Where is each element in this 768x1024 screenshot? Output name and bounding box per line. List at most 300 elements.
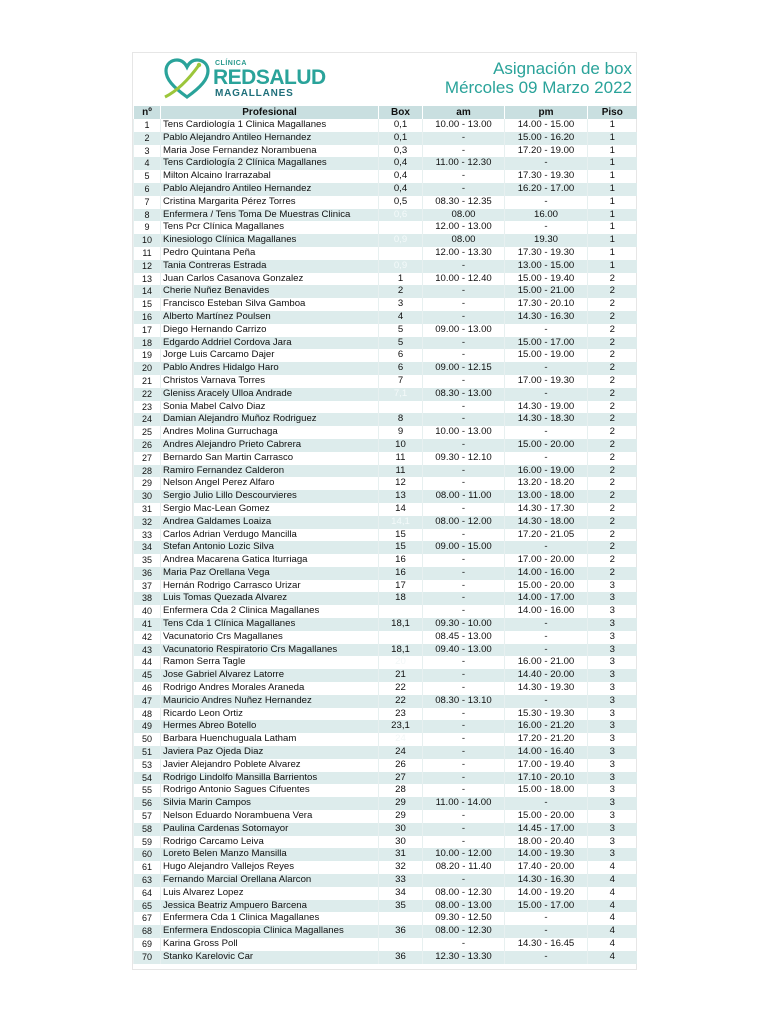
cell-box (379, 631, 423, 644)
cell-am: 12.00 - 13.30 (423, 247, 505, 260)
cell-profesional: Hugo Alejandro Vallejos Reyes (161, 861, 379, 874)
cell-piso: 2 (588, 426, 637, 439)
cell-number: 9 (134, 221, 161, 234)
cell-profesional: Alberto Martínez Poulsen (161, 311, 379, 324)
cell-number: 8 (134, 209, 161, 222)
cell-pm: - (505, 925, 588, 938)
cell-profesional: Christos Varnava Torres (161, 375, 379, 388)
cell-am: - (423, 720, 505, 733)
cell-pm: 14.00 - 17.00 (505, 592, 588, 605)
cell-am: - (423, 580, 505, 593)
cell-piso: 1 (588, 260, 637, 273)
cell-am: 08.30 - 13.10 (423, 695, 505, 708)
cell-pm: 17.20 - 19.00 (505, 145, 588, 158)
cell-box: 4 (379, 311, 423, 324)
cell-pm: 14.30 - 16.30 (505, 311, 588, 324)
cell-pm: - (505, 426, 588, 439)
cell-pm: 14.00 - 16.00 (505, 605, 588, 618)
cell-box: 36 (379, 951, 423, 964)
cell-number: 17 (134, 324, 161, 337)
table-row (134, 503, 637, 516)
sheet-header (133, 53, 636, 105)
cell-am: - (423, 823, 505, 836)
cell-piso: 3 (588, 759, 637, 772)
cell-am: 08.00 (423, 234, 505, 247)
cell-pm: 17.10 - 20.10 (505, 772, 588, 785)
table-row (134, 759, 637, 772)
cell-pm: 14.40 - 20.00 (505, 669, 588, 682)
cell-box: 26 (379, 759, 423, 772)
table-row (134, 388, 637, 401)
cell-piso: 2 (588, 490, 637, 503)
table-row (134, 861, 637, 874)
cell-box: 0,9 (379, 234, 423, 247)
cell-am: - (423, 132, 505, 145)
col-header-number: nº (134, 106, 161, 119)
cell-number: 53 (134, 759, 161, 772)
table-row (134, 836, 637, 849)
cell-profesional: Ramiro Fernandez Calderon (161, 465, 379, 478)
cell-am: - (423, 656, 505, 669)
cell-number: 16 (134, 311, 161, 324)
cell-profesional: Stefan Antonio Lozic Silva (161, 541, 379, 554)
table-row (134, 273, 637, 286)
cell-box: 20 (379, 656, 423, 669)
cell-am: - (423, 746, 505, 759)
table-row (134, 644, 637, 657)
cell-number: 37 (134, 580, 161, 593)
cell-number: 42 (134, 631, 161, 644)
cell-am: - (423, 349, 505, 362)
table-row (134, 311, 637, 324)
cell-piso: 2 (588, 516, 637, 529)
cell-profesional: Rodrigo Antonio Sagues Cifuentes (161, 784, 379, 797)
cell-pm: 16.20 - 17.00 (505, 183, 588, 196)
cell-profesional: Maria Paz Orellana Vega (161, 567, 379, 580)
cell-am: - (423, 529, 505, 542)
cell-piso: 2 (588, 285, 637, 298)
cell-profesional: Stanko Karelovic Car (161, 951, 379, 964)
cell-box: 0,4 (379, 170, 423, 183)
cell-box: 28 (379, 784, 423, 797)
col-header-am: am (423, 106, 505, 119)
cell-box: 21 (379, 669, 423, 682)
cell-number: 12 (134, 260, 161, 273)
cell-piso: 3 (588, 810, 637, 823)
cell-pm: 16.00 - 21.00 (505, 656, 588, 669)
cell-pm: 14.30 - 16.45 (505, 938, 588, 951)
cell-am: 10.00 - 13.00 (423, 119, 505, 132)
cell-pm: 15.00 - 20.00 (505, 580, 588, 593)
cell-pm: 15.00 - 17.00 (505, 900, 588, 913)
cell-profesional: Jessica Beatriz Ampuero Barcena (161, 900, 379, 913)
cell-piso: 2 (588, 401, 637, 414)
cell-piso: 4 (588, 861, 637, 874)
table-row (134, 912, 637, 925)
cell-profesional: Tens Cardiología 2 Clínica Magallanes (161, 157, 379, 170)
table-row (134, 900, 637, 913)
cell-profesional: Carlos Adrian Verdugo Mancilla (161, 529, 379, 542)
cell-piso: 1 (588, 247, 637, 260)
cell-pm: 14.30 - 19.00 (505, 401, 588, 414)
cell-piso: 2 (588, 541, 637, 554)
cell-am: 09.00 - 13.00 (423, 324, 505, 337)
cell-number: 40 (134, 605, 161, 618)
cell-piso: 3 (588, 848, 637, 861)
cell-number: 61 (134, 861, 161, 874)
cell-profesional: Enfermera Cda 1 Clinica Magallanes (161, 912, 379, 925)
cell-box: 3 (379, 298, 423, 311)
cell-box: 12 (379, 477, 423, 490)
cell-am: - (423, 836, 505, 849)
cell-box (379, 401, 423, 414)
cell-box (379, 938, 423, 951)
cell-number: 34 (134, 541, 161, 554)
cell-pm: 15.00 - 20.00 (505, 439, 588, 452)
cell-piso: 2 (588, 413, 637, 426)
cell-pm: 17.30 - 20.10 (505, 298, 588, 311)
cell-number: 45 (134, 669, 161, 682)
cell-profesional: Barbara Huenchuguala Latham (161, 733, 379, 746)
cell-profesional: Sergio Mac-Lean Gomez (161, 503, 379, 516)
cell-number: 64 (134, 887, 161, 900)
cell-am: - (423, 465, 505, 478)
table-row (134, 656, 637, 669)
cell-am: - (423, 260, 505, 273)
cell-pm: - (505, 631, 588, 644)
cell-piso: 4 (588, 900, 637, 913)
cell-piso: 2 (588, 388, 637, 401)
cell-profesional: Jorge Luis Carcamo Dajer (161, 349, 379, 362)
cell-profesional: Rodrigo Carcamo Leiva (161, 836, 379, 849)
cell-profesional: Rodrigo Andres Morales Araneda (161, 682, 379, 695)
cell-piso: 1 (588, 132, 637, 145)
cell-am: 12.00 - 13.00 (423, 221, 505, 234)
table-header-row (134, 106, 637, 119)
cell-piso: 1 (588, 119, 637, 132)
cell-am: - (423, 733, 505, 746)
cell-piso: 3 (588, 682, 637, 695)
cell-number: 27 (134, 452, 161, 465)
table-row (134, 362, 637, 375)
cell-box: 0,4 (379, 183, 423, 196)
cell-profesional: Vacunatorio Crs Magallanes (161, 631, 379, 644)
cell-piso: 4 (588, 938, 637, 951)
cell-profesional: Pablo Alejandro Antileo Hernandez (161, 132, 379, 145)
cell-am: - (423, 439, 505, 452)
cell-number: 33 (134, 529, 161, 542)
cell-box: 29 (379, 797, 423, 810)
table-row (134, 810, 637, 823)
table-row (134, 925, 637, 938)
cell-box: 36 (379, 925, 423, 938)
cell-am: - (423, 375, 505, 388)
table-row (134, 234, 637, 247)
cell-am: - (423, 592, 505, 605)
cell-number: 58 (134, 823, 161, 836)
cell-pm: 13.00 - 18.00 (505, 490, 588, 503)
cell-box: 16 (379, 554, 423, 567)
table-row (134, 772, 637, 785)
cell-piso: 2 (588, 452, 637, 465)
cell-number: 10 (134, 234, 161, 247)
cell-piso: 2 (588, 375, 637, 388)
cell-number: 70 (134, 951, 161, 964)
cell-profesional: Hermes Abreo Botello (161, 720, 379, 733)
col-header-box: Box (379, 106, 423, 119)
cell-piso: 2 (588, 349, 637, 362)
cell-am: 11.00 - 12.30 (423, 157, 505, 170)
cell-am: 10.00 - 12.40 (423, 273, 505, 286)
cell-number: 20 (134, 362, 161, 375)
cell-pm: 17.00 - 19.30 (505, 375, 588, 388)
table-row (134, 720, 637, 733)
cell-pm: 17.00 - 20.00 (505, 554, 588, 567)
cell-number: 1 (134, 119, 161, 132)
cell-am: - (423, 337, 505, 350)
cell-pm: - (505, 221, 588, 234)
cell-profesional: Pablo Andres Hidalgo Haro (161, 362, 379, 375)
clinic-logo (163, 57, 333, 103)
table-row (134, 132, 637, 145)
cell-box: 2 (379, 285, 423, 298)
cell-piso: 2 (588, 362, 637, 375)
cell-am: 09.30 - 12.50 (423, 912, 505, 925)
cell-pm: 17.20 - 21.20 (505, 733, 588, 746)
cell-profesional: Damian Alejandro Muñoz Rodriguez (161, 413, 379, 426)
cell-pm: - (505, 912, 588, 925)
cell-box: 30 (379, 836, 423, 849)
cell-piso: 2 (588, 477, 637, 490)
cell-pm: 15.00 - 20.00 (505, 810, 588, 823)
cell-am: 09.30 - 12.10 (423, 452, 505, 465)
cell-am: - (423, 938, 505, 951)
cell-number: 51 (134, 746, 161, 759)
cell-am: - (423, 285, 505, 298)
cell-piso: 2 (588, 554, 637, 567)
cell-piso: 3 (588, 772, 637, 785)
cell-number: 30 (134, 490, 161, 503)
cell-box: 11 (379, 452, 423, 465)
cell-pm: 16.00 (505, 209, 588, 222)
cell-pm: - (505, 618, 588, 631)
cell-number: 57 (134, 810, 161, 823)
table-row (134, 784, 637, 797)
cell-box: 18,1 (379, 644, 423, 657)
table-body (134, 119, 637, 964)
cell-box: 14,1 (379, 516, 423, 529)
cell-box: 33 (379, 874, 423, 887)
cell-number: 26 (134, 439, 161, 452)
cell-pm: - (505, 324, 588, 337)
cell-profesional: Andres Alejandro Prieto Cabrera (161, 439, 379, 452)
cell-pm: - (505, 644, 588, 657)
cell-number: 7 (134, 196, 161, 209)
cell-box: 17 (379, 580, 423, 593)
cell-am: 12.30 - 13.30 (423, 951, 505, 964)
cell-am: - (423, 772, 505, 785)
cell-pm: 14.00 - 15.00 (505, 119, 588, 132)
table-row (134, 823, 637, 836)
cell-pm: 17.20 - 21.05 (505, 529, 588, 542)
table-row (134, 439, 637, 452)
cell-pm: - (505, 388, 588, 401)
heart-logo-icon (163, 57, 211, 103)
table-row (134, 298, 637, 311)
cell-box: 29 (379, 810, 423, 823)
cell-pm: 14.30 - 19.30 (505, 682, 588, 695)
cell-pm: 14.00 - 19.30 (505, 848, 588, 861)
cell-am: - (423, 477, 505, 490)
page-title (445, 59, 632, 97)
table-row (134, 567, 637, 580)
cell-number: 14 (134, 285, 161, 298)
logo-magallanes-text: MAGALLANES (215, 88, 294, 99)
cell-profesional: Javier Alejandro Poblete Alvarez (161, 759, 379, 772)
cell-box: 14 (379, 503, 423, 516)
cell-box: 7 (379, 375, 423, 388)
cell-box: 31 (379, 848, 423, 861)
cell-box: 22 (379, 695, 423, 708)
cell-pm: 15.00 - 17.00 (505, 337, 588, 350)
cell-profesional: Tens Pcr Clínica Magallanes (161, 221, 379, 234)
cell-box: 23,1 (379, 720, 423, 733)
cell-am: - (423, 413, 505, 426)
cell-pm: - (505, 797, 588, 810)
cell-piso: 3 (588, 618, 637, 631)
table-row (134, 413, 637, 426)
cell-piso: 3 (588, 708, 637, 721)
cell-pm: 14.30 - 18.00 (505, 516, 588, 529)
table-row (134, 209, 637, 222)
cell-am: 08.00 - 12.00 (423, 516, 505, 529)
cell-number: 15 (134, 298, 161, 311)
cell-piso: 3 (588, 733, 637, 746)
table-row (134, 477, 637, 490)
cell-pm: 15.30 - 19.30 (505, 708, 588, 721)
cell-number: 4 (134, 157, 161, 170)
table-row (134, 618, 637, 631)
table-row (134, 529, 637, 542)
cell-pm: 18.00 - 20.40 (505, 836, 588, 849)
cell-pm: - (505, 196, 588, 209)
cell-pm: 14.30 - 17.30 (505, 503, 588, 516)
cell-number: 2 (134, 132, 161, 145)
cell-number: 25 (134, 426, 161, 439)
cell-pm: - (505, 541, 588, 554)
cell-number: 11 (134, 247, 161, 260)
cell-piso: 1 (588, 170, 637, 183)
cell-box: 0,1 (379, 119, 423, 132)
cell-number: 63 (134, 874, 161, 887)
table-row (134, 490, 637, 503)
col-header-pm: pm (505, 106, 588, 119)
cell-pm: - (505, 951, 588, 964)
table-row (134, 260, 637, 273)
cell-piso: 2 (588, 311, 637, 324)
cell-number: 54 (134, 772, 161, 785)
cell-profesional: Diego Hernando Carrizo (161, 324, 379, 337)
cell-piso: 1 (588, 209, 637, 222)
table-row (134, 951, 637, 964)
cell-box (379, 247, 423, 260)
cell-am: - (423, 759, 505, 772)
cell-am: - (423, 669, 505, 682)
cell-number: 47 (134, 695, 161, 708)
cell-box: 0,1 (379, 132, 423, 145)
cell-number: 21 (134, 375, 161, 388)
table-row (134, 516, 637, 529)
cell-am: - (423, 170, 505, 183)
cell-pm: 14.30 - 18.30 (505, 413, 588, 426)
cell-pm: 15.00 - 19.40 (505, 273, 588, 286)
cell-piso: 4 (588, 887, 637, 900)
cell-number: 43 (134, 644, 161, 657)
cell-am: - (423, 554, 505, 567)
cell-profesional: Enfermera Cda 2 Clinica Magallanes (161, 605, 379, 618)
cell-profesional: Enfermera Endoscopia Clinica Magallanes (161, 925, 379, 938)
cell-profesional: Maria Jose Fernandez Norambuena (161, 145, 379, 158)
cell-number: 24 (134, 413, 161, 426)
cell-am: 10.00 - 13.00 (423, 426, 505, 439)
cell-pm: - (505, 695, 588, 708)
table-row (134, 119, 637, 132)
cell-am: - (423, 708, 505, 721)
cell-piso: 2 (588, 337, 637, 350)
table-row (134, 592, 637, 605)
cell-am: 08.30 - 13.00 (423, 388, 505, 401)
cell-piso: 3 (588, 631, 637, 644)
cell-box (379, 912, 423, 925)
cell-pm: 17.30 - 19.30 (505, 247, 588, 260)
cell-number: 46 (134, 682, 161, 695)
cell-number: 50 (134, 733, 161, 746)
cell-pm: 17.40 - 20.00 (505, 861, 588, 874)
cell-pm: 15.00 - 16.20 (505, 132, 588, 145)
table-row (134, 631, 637, 644)
cell-profesional: Karina Gross Poll (161, 938, 379, 951)
cell-piso: 3 (588, 592, 637, 605)
cell-piso: 4 (588, 951, 637, 964)
col-header-piso: Piso (588, 106, 637, 119)
cell-piso: 2 (588, 324, 637, 337)
cell-box: 1 (379, 273, 423, 286)
cell-profesional: Andrea Galdames Loaiza (161, 516, 379, 529)
cell-profesional: Rodrigo Lindolfo Mansilla Barrientos (161, 772, 379, 785)
cell-number: 36 (134, 567, 161, 580)
cell-piso: 3 (588, 823, 637, 836)
cell-box: 0,4 (379, 157, 423, 170)
cell-piso: 3 (588, 656, 637, 669)
cell-am: 08.20 - 11.40 (423, 861, 505, 874)
table-row (134, 183, 637, 196)
cell-piso: 2 (588, 298, 637, 311)
cell-piso: 3 (588, 644, 637, 657)
cell-profesional: Pablo Alejandro Antileo Hernandez (161, 183, 379, 196)
cell-profesional: Enfermera / Tens Toma De Muestras Clinica (161, 209, 379, 222)
cell-box: 8 (379, 413, 423, 426)
title-line-1: Asignación de box (493, 59, 632, 78)
cell-piso: 2 (588, 465, 637, 478)
cell-profesional: Andres Molina Gurruchaga (161, 426, 379, 439)
cell-number: 56 (134, 797, 161, 810)
cell-number: 44 (134, 656, 161, 669)
cell-box: 18 (379, 592, 423, 605)
cell-pm: 16.00 - 21.20 (505, 720, 588, 733)
cell-pm: 14.30 - 16.30 (505, 874, 588, 887)
cell-number: 48 (134, 708, 161, 721)
cell-profesional: Sonia Mabel Calvo Diaz (161, 401, 379, 414)
